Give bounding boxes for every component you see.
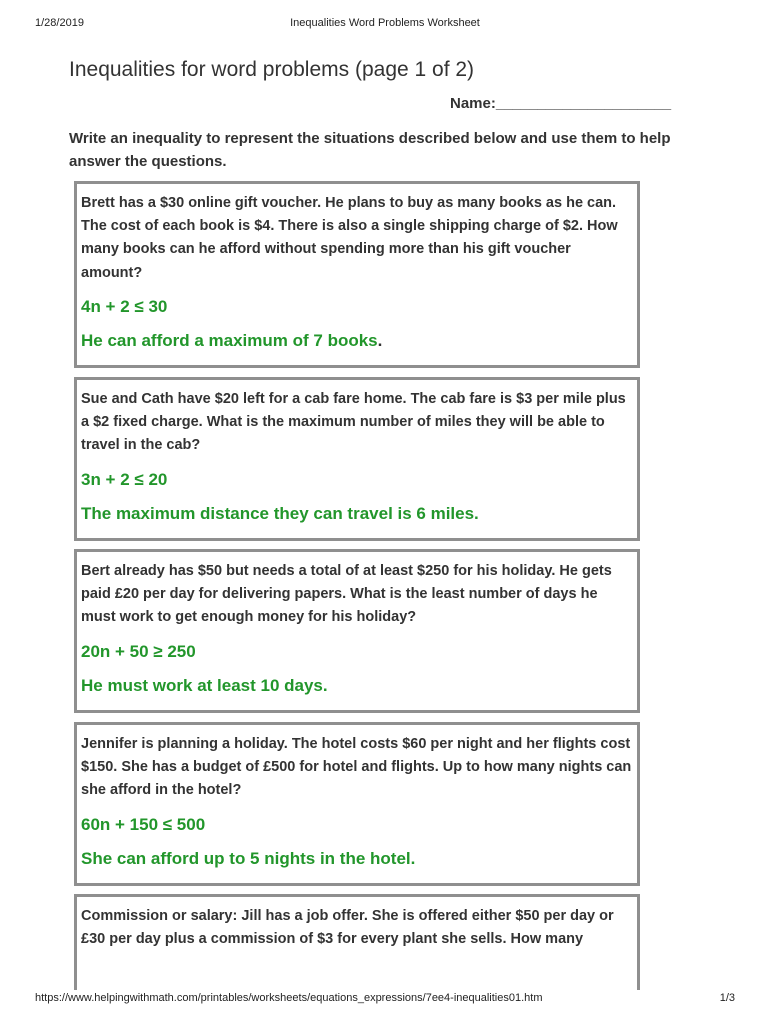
name-field-label: Name:_____________________ [450, 95, 672, 112]
answer-inequality: 20n + 50 ≥ 250 [81, 641, 196, 661]
problem-box-3 [74, 549, 640, 713]
print-footer [0, 992, 770, 1008]
answer-statement: She can afford up to 5 nights in the hotel. [81, 848, 416, 868]
print-document-title: Inequalities Word Problems Worksheet [290, 17, 480, 29]
print-url: https://www.helpingwithmath.com/printables/worksheets/equations_expressions/7ee4-inequalities01.htm [35, 992, 543, 1004]
answer-inequality: 60n + 150 ≤ 500 [81, 814, 206, 834]
print-date: 1/28/2019 [35, 17, 84, 29]
problem-text: Brett has a $30 online gift voucher. He plans to buy as many books as he can. The cost of each book is $4. There is also a single shipping charge of $2. How many books can he afford without spending more than his gift voucher amount? [81, 195, 618, 281]
problem-box-1 [74, 181, 640, 368]
problem-text: Bert already has $50 but needs a total of at least $250 for his holiday. He gets paid £20 per day for delivering papers. What is the least number of days he must work to get enough money for his holiday? [81, 563, 612, 626]
problem-box-5 [74, 894, 640, 990]
problem-text: Jennifer is planning a holiday. The hotel costs $60 per night and her flights cost $150. She has a budget of £500 for hotel and flights. Up to how many nights can she afford in the hotel? [81, 736, 632, 799]
problem-text: Commission or salary: Jill has a job offer. She is offered either $50 per day or £30 per day plus a commission of $3 for every plant she sells. How many [81, 908, 614, 948]
problem-box-4 [74, 722, 640, 886]
answer-inequality: 4n + 2 ≤ 30 [81, 296, 168, 316]
print-header [0, 17, 770, 33]
answer-statement [81, 329, 633, 353]
problem-text: Sue and Cath have $20 left for a cab fare home. The cab fare is $3 per mile plus a $2 fixed charge. What is the maximum number of miles they will be able to travel in the cab? [81, 391, 626, 454]
answer-period: . [377, 330, 383, 350]
answer-statement: He must work at least 10 days. [81, 675, 328, 695]
worksheet-title: Inequalities for word problems (page 1 of 2) [69, 58, 475, 81]
answer-text: He can afford a maximum of 7 books [81, 330, 378, 350]
problem-box-2 [74, 377, 640, 541]
answer-inequality: 3n + 2 ≤ 20 [81, 469, 168, 489]
worksheet-instructions: Write an inequality to represent the situations described below and use them to help answer the questions. [69, 130, 671, 170]
answer-statement: The maximum distance they can travel is 6 miles. [81, 503, 479, 523]
print-page-number: 1/3 [719, 992, 735, 1004]
